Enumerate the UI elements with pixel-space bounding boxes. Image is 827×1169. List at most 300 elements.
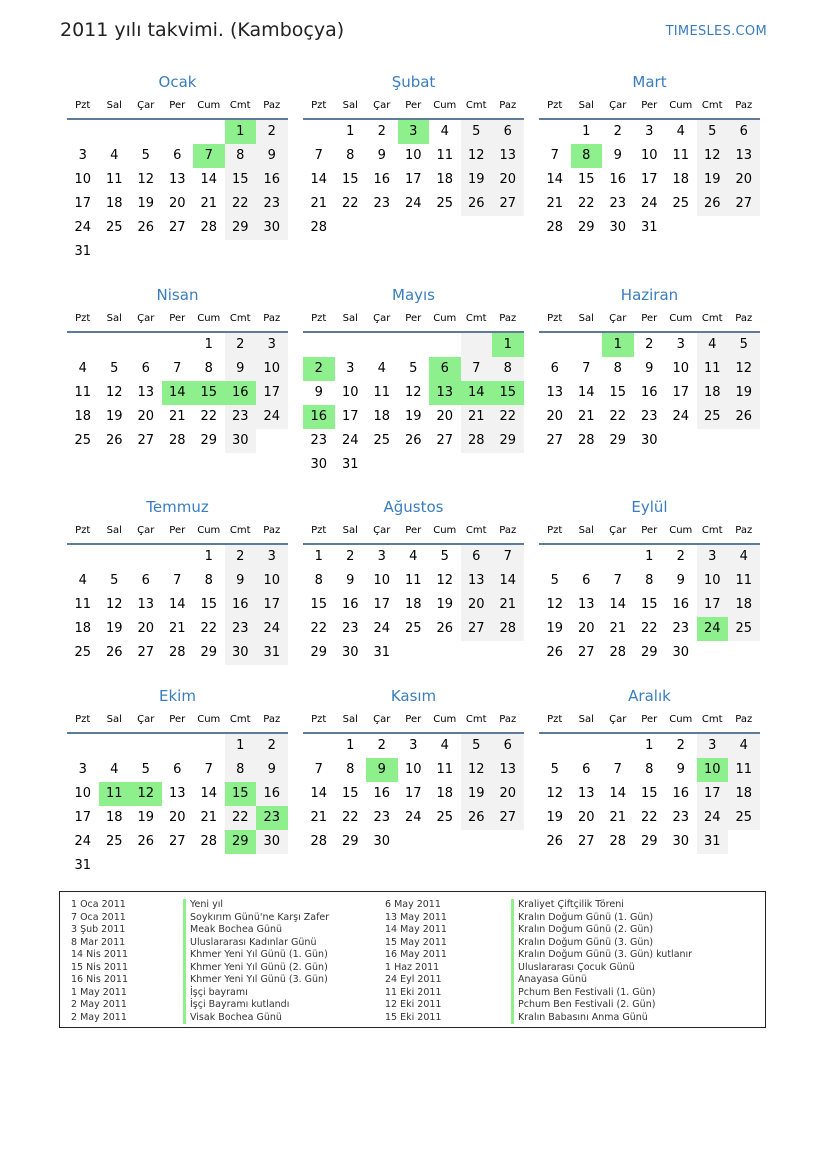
day-cell: 25 — [697, 405, 729, 429]
holiday-day-cell: 11 — [99, 782, 131, 806]
day-cell: 18 — [74, 621, 92, 636]
day-cell: 27 — [137, 433, 155, 448]
day-cell: 10 — [373, 573, 391, 588]
day-cell: 15 — [640, 786, 658, 801]
day-cell: 25 — [436, 196, 454, 211]
day-cell: 10 — [256, 357, 288, 381]
weekday-label: Cum — [433, 100, 457, 111]
holiday-date: 11 Eki 2011 — [385, 986, 442, 998]
empty-cell — [193, 854, 225, 878]
day-cell: 7 — [613, 573, 622, 588]
holiday-day-cell: 14 — [461, 381, 493, 405]
day-cell: 26 — [461, 806, 493, 830]
day-cell: 28 — [168, 645, 186, 660]
empty-cell — [665, 429, 697, 453]
day-grid — [67, 333, 288, 453]
day-cell: 9 — [225, 357, 257, 381]
empty-cell — [225, 854, 257, 878]
day-cell: 28 — [310, 220, 328, 235]
day-cell: 15 — [640, 597, 658, 612]
day-cell: 7 — [613, 762, 622, 777]
empty-cell — [303, 734, 335, 758]
weekday-label: Per — [641, 714, 658, 725]
day-cell: 2 — [377, 124, 386, 139]
day-cell: 30 — [341, 645, 359, 660]
weekday-label: Sal — [578, 100, 594, 111]
day-cell: 24 — [640, 196, 658, 211]
day-cell: 22 — [310, 621, 328, 636]
day-cell: 27 — [546, 433, 564, 448]
day-cell: 19 — [546, 621, 564, 636]
day-cell: 18 — [74, 409, 92, 424]
day-cell: 5 — [141, 148, 150, 163]
empty-cell — [539, 120, 571, 144]
empty-cell — [398, 830, 430, 854]
day-cell: 8 — [645, 573, 654, 588]
day-cell: 29 — [341, 834, 359, 849]
day-cell: 19 — [728, 381, 760, 405]
day-cell: 5 — [440, 549, 449, 564]
day-cell: 28 — [609, 645, 627, 660]
weekday-header — [539, 519, 760, 545]
holiday-day-cell: 10 — [697, 758, 729, 782]
weekday-label: Çar — [137, 313, 155, 324]
month-name: Aralık — [628, 687, 671, 705]
day-cell: 8 — [346, 762, 355, 777]
day-cell: 1 — [346, 124, 355, 139]
weekday-label: Paz — [263, 714, 281, 725]
day-cell: 19 — [105, 621, 123, 636]
day-cell: 30 — [672, 645, 690, 660]
day-cell: 16 — [672, 597, 690, 612]
weekday-label: Pzt — [75, 313, 91, 324]
weekday-label: Çar — [373, 313, 391, 324]
empty-cell — [67, 120, 99, 144]
empty-cell — [429, 830, 461, 854]
weekday-label: Cmt — [701, 313, 723, 324]
holiday-day-cell: 14 — [162, 381, 194, 405]
day-cell: 17 — [373, 597, 391, 612]
empty-cell — [335, 333, 367, 357]
day-cell: 31 — [373, 645, 391, 660]
day-cell: 10 — [341, 385, 359, 400]
day-cell: 10 — [672, 361, 690, 376]
day-cell: 20 — [168, 810, 186, 825]
day-cell: 20 — [492, 168, 524, 192]
empty-cell — [398, 453, 430, 477]
empty-cell — [162, 333, 194, 357]
month-2 — [303, 70, 524, 240]
day-cell: 10 — [256, 569, 288, 593]
day-cell: 2 — [676, 738, 685, 753]
weekday-header — [303, 94, 524, 120]
day-cell: 29 — [225, 216, 257, 240]
day-cell: 25 — [373, 433, 391, 448]
empty-cell — [728, 429, 760, 453]
day-cell: 13 — [577, 597, 595, 612]
day-cell: 30 — [256, 830, 288, 854]
holiday-day-cell: 1 — [225, 120, 257, 144]
weekday-label: Pzt — [547, 313, 563, 324]
empty-cell — [602, 545, 634, 569]
weekday-label: Per — [405, 525, 422, 536]
day-cell: 19 — [461, 782, 493, 806]
day-cell: 17 — [341, 409, 359, 424]
month-name: Ekim — [159, 687, 196, 705]
day-cell: 12 — [137, 172, 155, 187]
holiday-name: Kralın Doğum Günü (2. Gün) — [511, 924, 692, 937]
day-cell: 26 — [105, 433, 123, 448]
holiday-day-cell: 24 — [697, 617, 729, 641]
empty-cell — [539, 545, 571, 569]
weekday-header — [303, 307, 524, 333]
day-cell: 11 — [436, 148, 454, 163]
weekday-header — [539, 94, 760, 120]
holiday-date: 15 May 2011 — [385, 936, 447, 948]
weekday-label: Cum — [433, 313, 457, 324]
day-cell: 9 — [377, 148, 386, 163]
empty-cell — [492, 453, 524, 477]
day-cell: 6 — [141, 361, 150, 376]
month-9 — [539, 495, 760, 665]
day-cell: 16 — [609, 172, 627, 187]
day-cell: 7 — [204, 762, 213, 777]
day-cell: 7 — [550, 148, 559, 163]
empty-cell — [162, 734, 194, 758]
day-cell: 6 — [550, 361, 559, 376]
day-cell: 18 — [436, 786, 454, 801]
day-cell: 15 — [577, 172, 595, 187]
weekday-label: Cmt — [229, 313, 251, 324]
day-cell: 7 — [314, 148, 323, 163]
day-cell: 29 — [200, 433, 218, 448]
weekday-label: Paz — [735, 313, 753, 324]
month-10 — [67, 684, 288, 878]
weekday-label: Sal — [106, 714, 122, 725]
day-cell: 9 — [676, 573, 685, 588]
weekday-label: Paz — [263, 313, 281, 324]
weekday-label: Pzt — [311, 100, 327, 111]
weekday-label: Per — [405, 100, 422, 111]
weekday-label: Cum — [669, 313, 693, 324]
weekday-label: Per — [169, 313, 186, 324]
empty-cell — [130, 333, 162, 357]
weekday-label: Cmt — [701, 100, 723, 111]
day-cell: 10 — [74, 786, 92, 801]
empty-cell — [130, 734, 162, 758]
month-name: Eylül — [631, 498, 668, 516]
day-cell: 27 — [492, 806, 524, 830]
day-cell: 9 — [645, 361, 654, 376]
day-cell: 8 — [314, 573, 323, 588]
day-grid — [303, 333, 524, 477]
day-cell: 10 — [697, 569, 729, 593]
day-cell: 14 — [168, 597, 186, 612]
site-logo[interactable]: TIMESLES.COM — [665, 24, 767, 39]
day-cell: 21 — [200, 196, 218, 211]
day-cell: 22 — [200, 409, 218, 424]
day-cell: 25 — [728, 806, 760, 830]
empty-cell — [303, 120, 335, 144]
day-cell: 25 — [404, 621, 422, 636]
weekday-label: Cmt — [465, 525, 487, 536]
weekday-label: Cum — [197, 714, 221, 725]
weekday-header — [303, 519, 524, 545]
day-cell: 14 — [200, 786, 218, 801]
day-cell: 3 — [676, 337, 685, 352]
weekday-label: Pzt — [547, 714, 563, 725]
day-cell: 25 — [672, 196, 690, 211]
day-cell: 11 — [697, 357, 729, 381]
day-cell: 2 — [225, 545, 257, 569]
day-cell: 23 — [373, 196, 391, 211]
holiday-day-cell: 8 — [571, 144, 603, 168]
empty-cell — [256, 240, 288, 264]
day-cell: 18 — [672, 172, 690, 187]
weekday-label: Sal — [106, 525, 122, 536]
day-cell: 12 — [461, 758, 493, 782]
holiday-name: Kralın Doğum Günü (1. Gün) — [511, 912, 692, 925]
day-cell: 21 — [609, 621, 627, 636]
day-cell: 21 — [168, 409, 186, 424]
day-cell: 2 — [225, 333, 257, 357]
day-cell: 26 — [105, 645, 123, 660]
month-7 — [67, 495, 288, 665]
day-cell: 6 — [492, 734, 524, 758]
weekday-label: Cum — [669, 525, 693, 536]
empty-cell — [461, 641, 493, 665]
holiday-name: Anayasa Günü — [511, 974, 692, 987]
empty-cell — [256, 854, 288, 878]
day-cell: 12 — [697, 144, 729, 168]
month-8 — [303, 495, 524, 665]
weekday-label: Çar — [137, 525, 155, 536]
day-cell: 19 — [697, 168, 729, 192]
day-cell: 2 — [256, 120, 288, 144]
day-cell: 28 — [168, 433, 186, 448]
day-cell: 1 — [645, 549, 654, 564]
day-cell: 29 — [640, 834, 658, 849]
day-cell: 31 — [341, 457, 359, 472]
day-cell: 3 — [697, 545, 729, 569]
day-cell: 4 — [728, 734, 760, 758]
day-grid — [303, 734, 524, 854]
day-cell: 6 — [461, 545, 493, 569]
day-cell: 1 — [204, 549, 213, 564]
empty-cell — [99, 734, 131, 758]
day-cell: 20 — [137, 621, 155, 636]
day-cell: 11 — [728, 569, 760, 593]
holiday-date: 16 May 2011 — [385, 949, 447, 960]
day-cell: 2 — [346, 549, 355, 564]
day-cell: 8 — [346, 148, 355, 163]
weekday-label: Sal — [106, 100, 122, 111]
day-cell: 12 — [546, 786, 564, 801]
day-cell: 15 — [341, 786, 359, 801]
weekday-label: Cmt — [465, 100, 487, 111]
holiday-date: 16 Nis 2011 — [71, 974, 128, 985]
day-cell: 7 — [173, 361, 182, 376]
day-cell: 31 — [697, 830, 729, 854]
weekday-label: Cmt — [229, 525, 251, 536]
weekday-header — [539, 307, 760, 333]
page-title: 2011 yılı takvimi. (Kamboçya) — [60, 19, 345, 41]
day-cell: 27 — [492, 192, 524, 216]
day-cell: 22 — [341, 810, 359, 825]
day-cell: 13 — [137, 385, 155, 400]
day-cell: 20 — [137, 409, 155, 424]
empty-cell — [571, 333, 603, 357]
day-cell: 28 — [577, 433, 595, 448]
day-cell: 28 — [546, 220, 564, 235]
weekday-label: Pzt — [75, 100, 91, 111]
day-cell: 18 — [404, 597, 422, 612]
day-cell: 16 — [672, 786, 690, 801]
day-cell: 20 — [168, 196, 186, 211]
day-cell: 3 — [256, 545, 288, 569]
empty-cell — [728, 830, 760, 854]
day-cell: 3 — [377, 549, 386, 564]
day-cell: 29 — [492, 429, 524, 453]
day-cell: 25 — [436, 810, 454, 825]
month-6 — [539, 283, 760, 453]
day-cell: 13 — [461, 569, 493, 593]
empty-cell — [697, 216, 729, 240]
day-cell: 18 — [105, 196, 123, 211]
day-cell: 26 — [546, 834, 564, 849]
day-cell: 1 — [314, 549, 323, 564]
holiday-date: 7 Oca 2011 — [71, 911, 126, 923]
day-cell: 2 — [613, 124, 622, 139]
holiday-date: 8 Mar 2011 — [71, 936, 126, 948]
day-cell: 26 — [728, 405, 760, 429]
holiday-day-cell: 1 — [492, 333, 524, 357]
empty-cell — [193, 120, 225, 144]
day-grid — [67, 120, 288, 264]
empty-cell — [461, 216, 493, 240]
day-cell: 20 — [461, 593, 493, 617]
empty-cell — [67, 333, 99, 357]
day-cell: 11 — [728, 758, 760, 782]
weekday-label: Çar — [137, 100, 155, 111]
day-cell: 4 — [676, 124, 685, 139]
day-cell: 27 — [728, 192, 760, 216]
day-cell: 4 — [440, 738, 449, 753]
day-cell: 19 — [137, 196, 155, 211]
empty-cell — [398, 216, 430, 240]
day-cell: 12 — [105, 385, 123, 400]
holiday-name: Khmer Yeni Yıl Günü (3. Gün) — [183, 974, 329, 987]
day-cell: 24 — [672, 409, 690, 424]
day-cell: 21 — [546, 196, 564, 211]
day-cell: 22 — [640, 810, 658, 825]
empty-cell — [67, 545, 99, 569]
day-cell: 19 — [461, 168, 493, 192]
day-cell: 23 — [225, 617, 257, 641]
empty-cell — [366, 216, 398, 240]
day-cell: 2 — [377, 738, 386, 753]
day-cell: 29 — [577, 220, 595, 235]
weekday-label: Cum — [197, 100, 221, 111]
day-cell: 20 — [436, 409, 454, 424]
day-cell: 23 — [672, 621, 690, 636]
day-cell: 21 — [168, 621, 186, 636]
day-cell: 29 — [640, 645, 658, 660]
day-grid — [303, 120, 524, 240]
empty-cell — [429, 641, 461, 665]
day-cell: 23 — [640, 409, 658, 424]
day-cell: 5 — [409, 361, 418, 376]
day-cell: 14 — [200, 172, 218, 187]
day-cell: 10 — [404, 148, 422, 163]
day-cell: 12 — [404, 385, 422, 400]
day-cell: 8 — [645, 762, 654, 777]
day-cell: 24 — [256, 617, 288, 641]
day-cell: 27 — [137, 645, 155, 660]
day-cell: 21 — [200, 810, 218, 825]
empty-cell — [429, 333, 461, 357]
day-cell: 30 — [256, 216, 288, 240]
holiday-day-cell: 6 — [429, 357, 461, 381]
holiday-date: 13 May 2011 — [385, 911, 447, 923]
day-cell: 20 — [577, 621, 595, 636]
day-cell: 20 — [546, 409, 564, 424]
weekday-label: Pzt — [311, 313, 327, 324]
day-cell: 17 — [256, 381, 288, 405]
empty-cell — [492, 641, 524, 665]
weekday-label: Paz — [263, 525, 281, 536]
holiday-name: Visak Bochea Günü — [183, 1012, 329, 1025]
day-cell: 16 — [640, 385, 658, 400]
empty-cell — [162, 240, 194, 264]
day-cell: 28 — [200, 220, 218, 235]
day-cell: 29 — [310, 645, 328, 660]
empty-cell — [130, 854, 162, 878]
day-cell: 28 — [609, 834, 627, 849]
weekday-label: Çar — [609, 313, 627, 324]
day-grid — [539, 734, 760, 854]
weekday-label: Paz — [735, 525, 753, 536]
weekday-label: Cum — [433, 714, 457, 725]
empty-cell — [697, 641, 729, 665]
weekday-label: Cmt — [229, 714, 251, 725]
weekday-header — [539, 708, 760, 734]
day-cell: 17 — [256, 593, 288, 617]
day-cell: 4 — [78, 573, 87, 588]
weekday-header — [303, 708, 524, 734]
day-cell: 17 — [74, 196, 92, 211]
weekday-label: Çar — [609, 525, 627, 536]
empty-cell — [130, 545, 162, 569]
holiday-day-cell: 15 — [193, 381, 225, 405]
weekday-label: Cum — [433, 525, 457, 536]
day-cell: 16 — [225, 593, 257, 617]
day-cell: 6 — [492, 120, 524, 144]
empty-cell — [303, 333, 335, 357]
day-cell: 13 — [137, 597, 155, 612]
day-cell: 11 — [373, 385, 391, 400]
weekday-label: Paz — [735, 100, 753, 111]
empty-cell — [429, 453, 461, 477]
day-cell: 22 — [640, 621, 658, 636]
weekday-label: Çar — [373, 714, 391, 725]
day-cell: 22 — [492, 405, 524, 429]
empty-cell — [461, 830, 493, 854]
day-cell: 21 — [609, 810, 627, 825]
holiday-date: 14 May 2011 — [385, 924, 447, 935]
empty-cell — [728, 216, 760, 240]
weekday-label: Çar — [609, 100, 627, 111]
